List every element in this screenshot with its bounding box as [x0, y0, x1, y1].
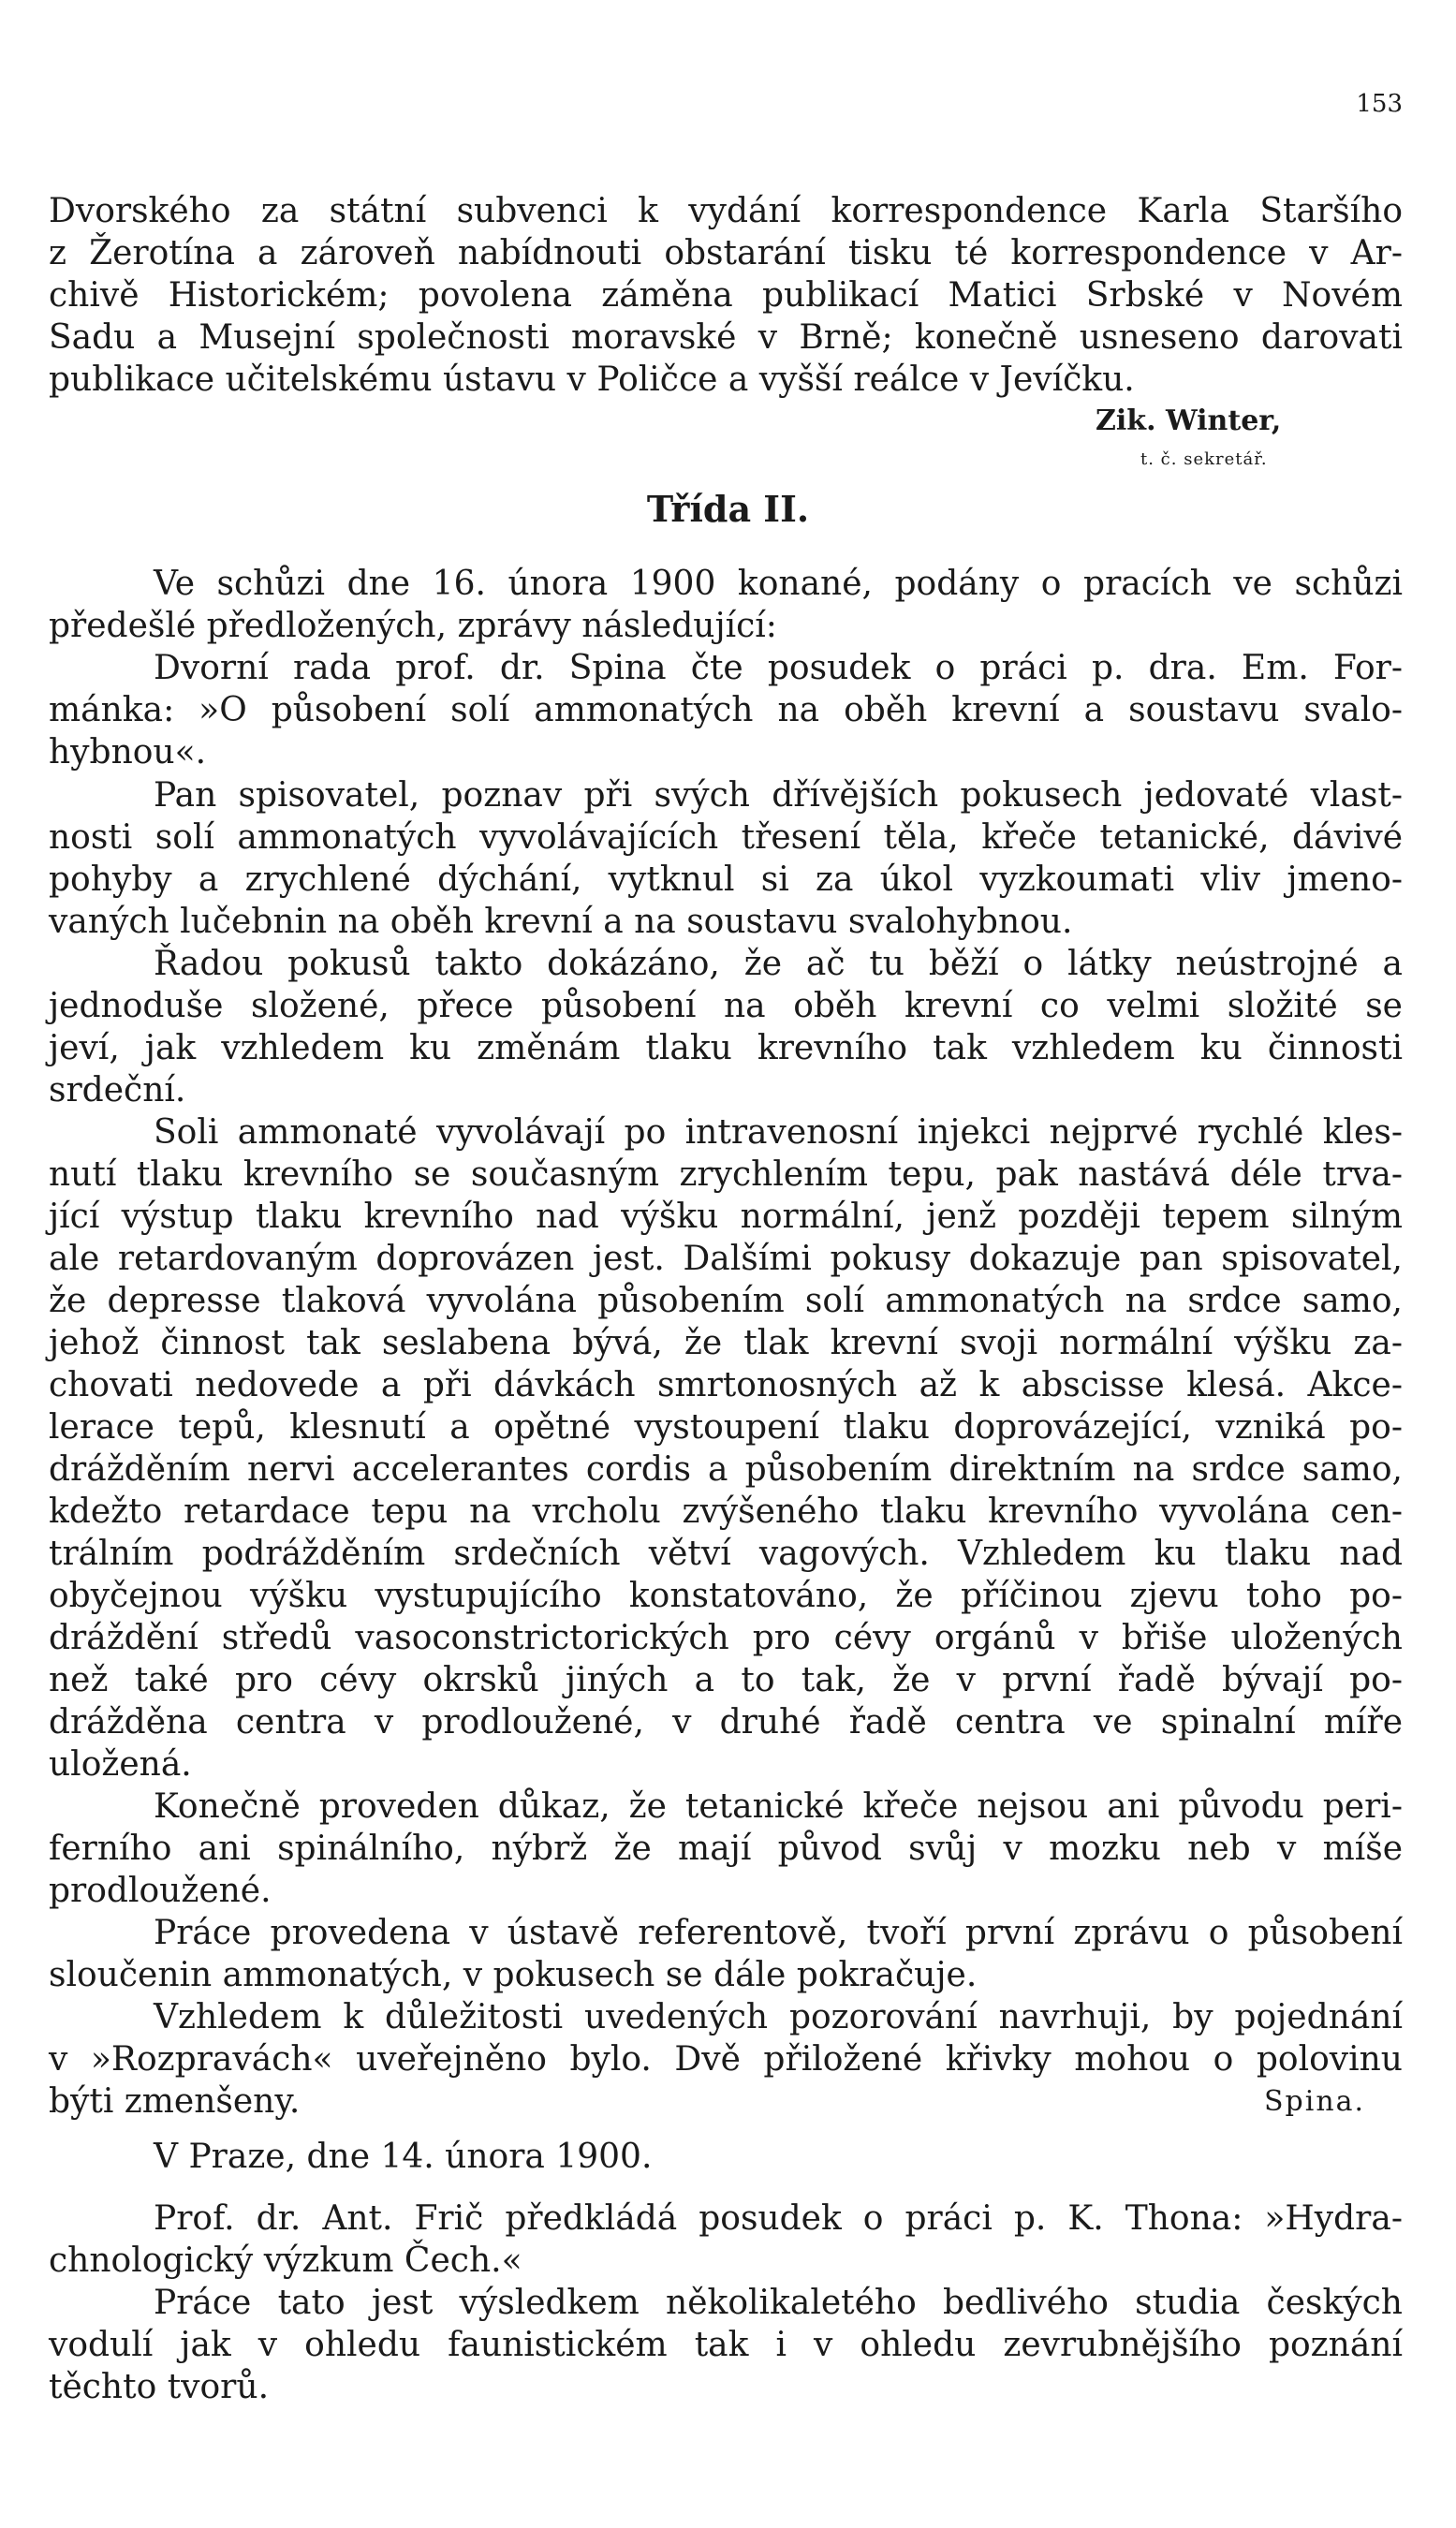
text-line: Prof. dr. Ant. Frič předkládá posudek o práci p. K. Thona: »Hydra-	[154, 2199, 1403, 2238]
text-line: prodloužené.	[49, 1872, 272, 1910]
text-line: vaných lučebnin na oběh krevní a na soustavu svalohybnou.	[49, 903, 1073, 941]
text-line: Konečně proveden důkaz, že tetanické křeče nejsou ani původu peri-	[154, 1787, 1403, 1826]
text-line: uložená.	[49, 1745, 192, 1784]
page-number: 153	[1356, 90, 1403, 118]
text-line: obyčejnou výšku vystupujícího konstatováno, že příčinou zjevu toho po-	[49, 1577, 1403, 1615]
place-date: V Praze, dne 14. února 1900.	[154, 2138, 653, 2176]
text-line: chivě Historickém; povolena záměna publikací Matici Srbské v Novém	[49, 276, 1403, 315]
text-line: nutí tlaku krevního se současným zrychlením tepu, pak nastává déle trva-	[49, 1155, 1403, 1194]
signature-winter: Zik. Winter,	[1096, 404, 1282, 437]
text-line: v »Rozpravách« uveřejněno bylo. Dvě přiložené křivky mohou o polovinu	[49, 2040, 1403, 2079]
text-line: dráždění středů vasoconstrictorických pro cévy orgánů v břiše uložených	[49, 1619, 1403, 1657]
text-line: že depresse tlaková vyvolána působením solí ammonatých na srdce samo,	[49, 1282, 1403, 1320]
text-line: drážděním nervi accelerantes cordis a působením direktním na srdce samo,	[49, 1450, 1403, 1489]
text-line: kdežto retardace tepu na vrcholu zvýšeného tlaku krevního vyvolána cen-	[49, 1492, 1403, 1531]
text-line: Dvorní rada prof. dr. Spina čte posudek o práci p. dra. Em. For-	[154, 649, 1403, 687]
text-line: lerace tepů, klesnutí a opětné vystoupení tlaku doprovázející, vzniká po-	[49, 1408, 1403, 1447]
text-line: nosti solí ammonatých vyvolávajících třesení těla, křeče tetanické, dávivé	[49, 818, 1403, 857]
text-line: publikace učitelskému ústavu v Poličce a vyšší reálce v Jevíčku.	[49, 360, 1135, 399]
text-line: jeví, jak vzhledem ku změnám tlaku krevního tak vzhledem ku činnosti	[49, 1029, 1403, 1067]
text-line: těchto tvorů.	[49, 2368, 270, 2406]
text-line: Ve schůzi dne 16. února 1900 konané, podány o pracích ve schůzi	[154, 565, 1403, 603]
text-line: vodulí jak v ohledu faunistickém tak i v ohledu zevrubnějšího poznání	[49, 2326, 1403, 2364]
text-line: srdeční.	[49, 1071, 186, 1110]
text-line: chovati nedovede a při dávkách smrtonosných až k abscisse klesá. Akce-	[49, 1366, 1403, 1404]
text-line: z Žerotína a zároveň nabídnouti obstarání tisku té korrespondence v Ar-	[49, 234, 1403, 272]
signature-winter-title: t. č. sekretář.	[1140, 449, 1268, 469]
text-line: jehož činnost tak seslabena bývá, že tlak krevní svoji normální výšku za-	[49, 1324, 1403, 1362]
text-line: Soli ammonaté vyvolávají po intravenosní injekci nejprvé rychlé kles-	[154, 1113, 1403, 1152]
text-line: sloučenin ammonatých, v pokusech se dále pokračuje.	[49, 1956, 978, 1994]
text-line: jící výstup tlaku krevního nad výšku normální, jenž později tepem silným	[49, 1198, 1403, 1236]
text-line: Sadu a Musejní společnosti moravské v Brně; konečně usneseno darovati	[49, 318, 1403, 357]
signature-spina: Spina.	[1264, 2085, 1366, 2118]
section-heading: Třída II.	[646, 488, 810, 530]
text-line: než také pro cévy okrsků jiných a to tak, že v první řadě bývají po-	[49, 1661, 1403, 1699]
text-line: drážděna centra v prodloužené, v druhé řadě centra ve spinalní míře	[49, 1703, 1403, 1742]
text-line: Práce tato jest výsledkem několikaletého bedlivého studia českých	[154, 2284, 1403, 2322]
text-line: pohyby a zrychlené dýchání, vytknul si za úkol vyzkoumati vliv jmeno-	[49, 860, 1403, 899]
text-line: Vzhledem k důležitosti uvedených pozorování navrhuji, by pojednání	[154, 1998, 1403, 2036]
text-line: býti zmenšeny.	[49, 2082, 301, 2121]
text-line: Řadou pokusů takto dokázáno, že ač tu běží o látky neústrojné a	[154, 945, 1403, 983]
text-line: chnologický výzkum Čech.«	[49, 2241, 522, 2280]
text-line: ale retardovaným doprovázen jest. Dalšími pokusy dokazuje pan spisovatel,	[49, 1240, 1403, 1278]
text-line: mánka: »O působení solí ammonatých na oběh krevní a soustavu svalo-	[49, 691, 1403, 729]
text-line: jednoduše složené, přece působení na oběh krevní co velmi složité se	[49, 987, 1403, 1025]
text-line: ferního ani spinálního, nýbrž že mají původ svůj v mozku neb v míše	[49, 1830, 1403, 1868]
text-line: hybnou«.	[49, 733, 207, 772]
text-line: trálním podrážděním srdečních větví vagových. Vzhledem ku tlaku nad	[49, 1535, 1403, 1573]
text-line: Dvorského za státní subvenci k vydání korrespondence Karla Staršího	[49, 192, 1403, 230]
text-line: předešlé předložených, zprávy následující:	[49, 607, 777, 645]
text-line: Pan spisovatel, poznav při svých dřívějších pokusech jedovaté vlast-	[154, 776, 1403, 815]
text-line: Práce provedena v ústavě referentově, tvoří první zprávu o působení	[154, 1914, 1403, 1952]
